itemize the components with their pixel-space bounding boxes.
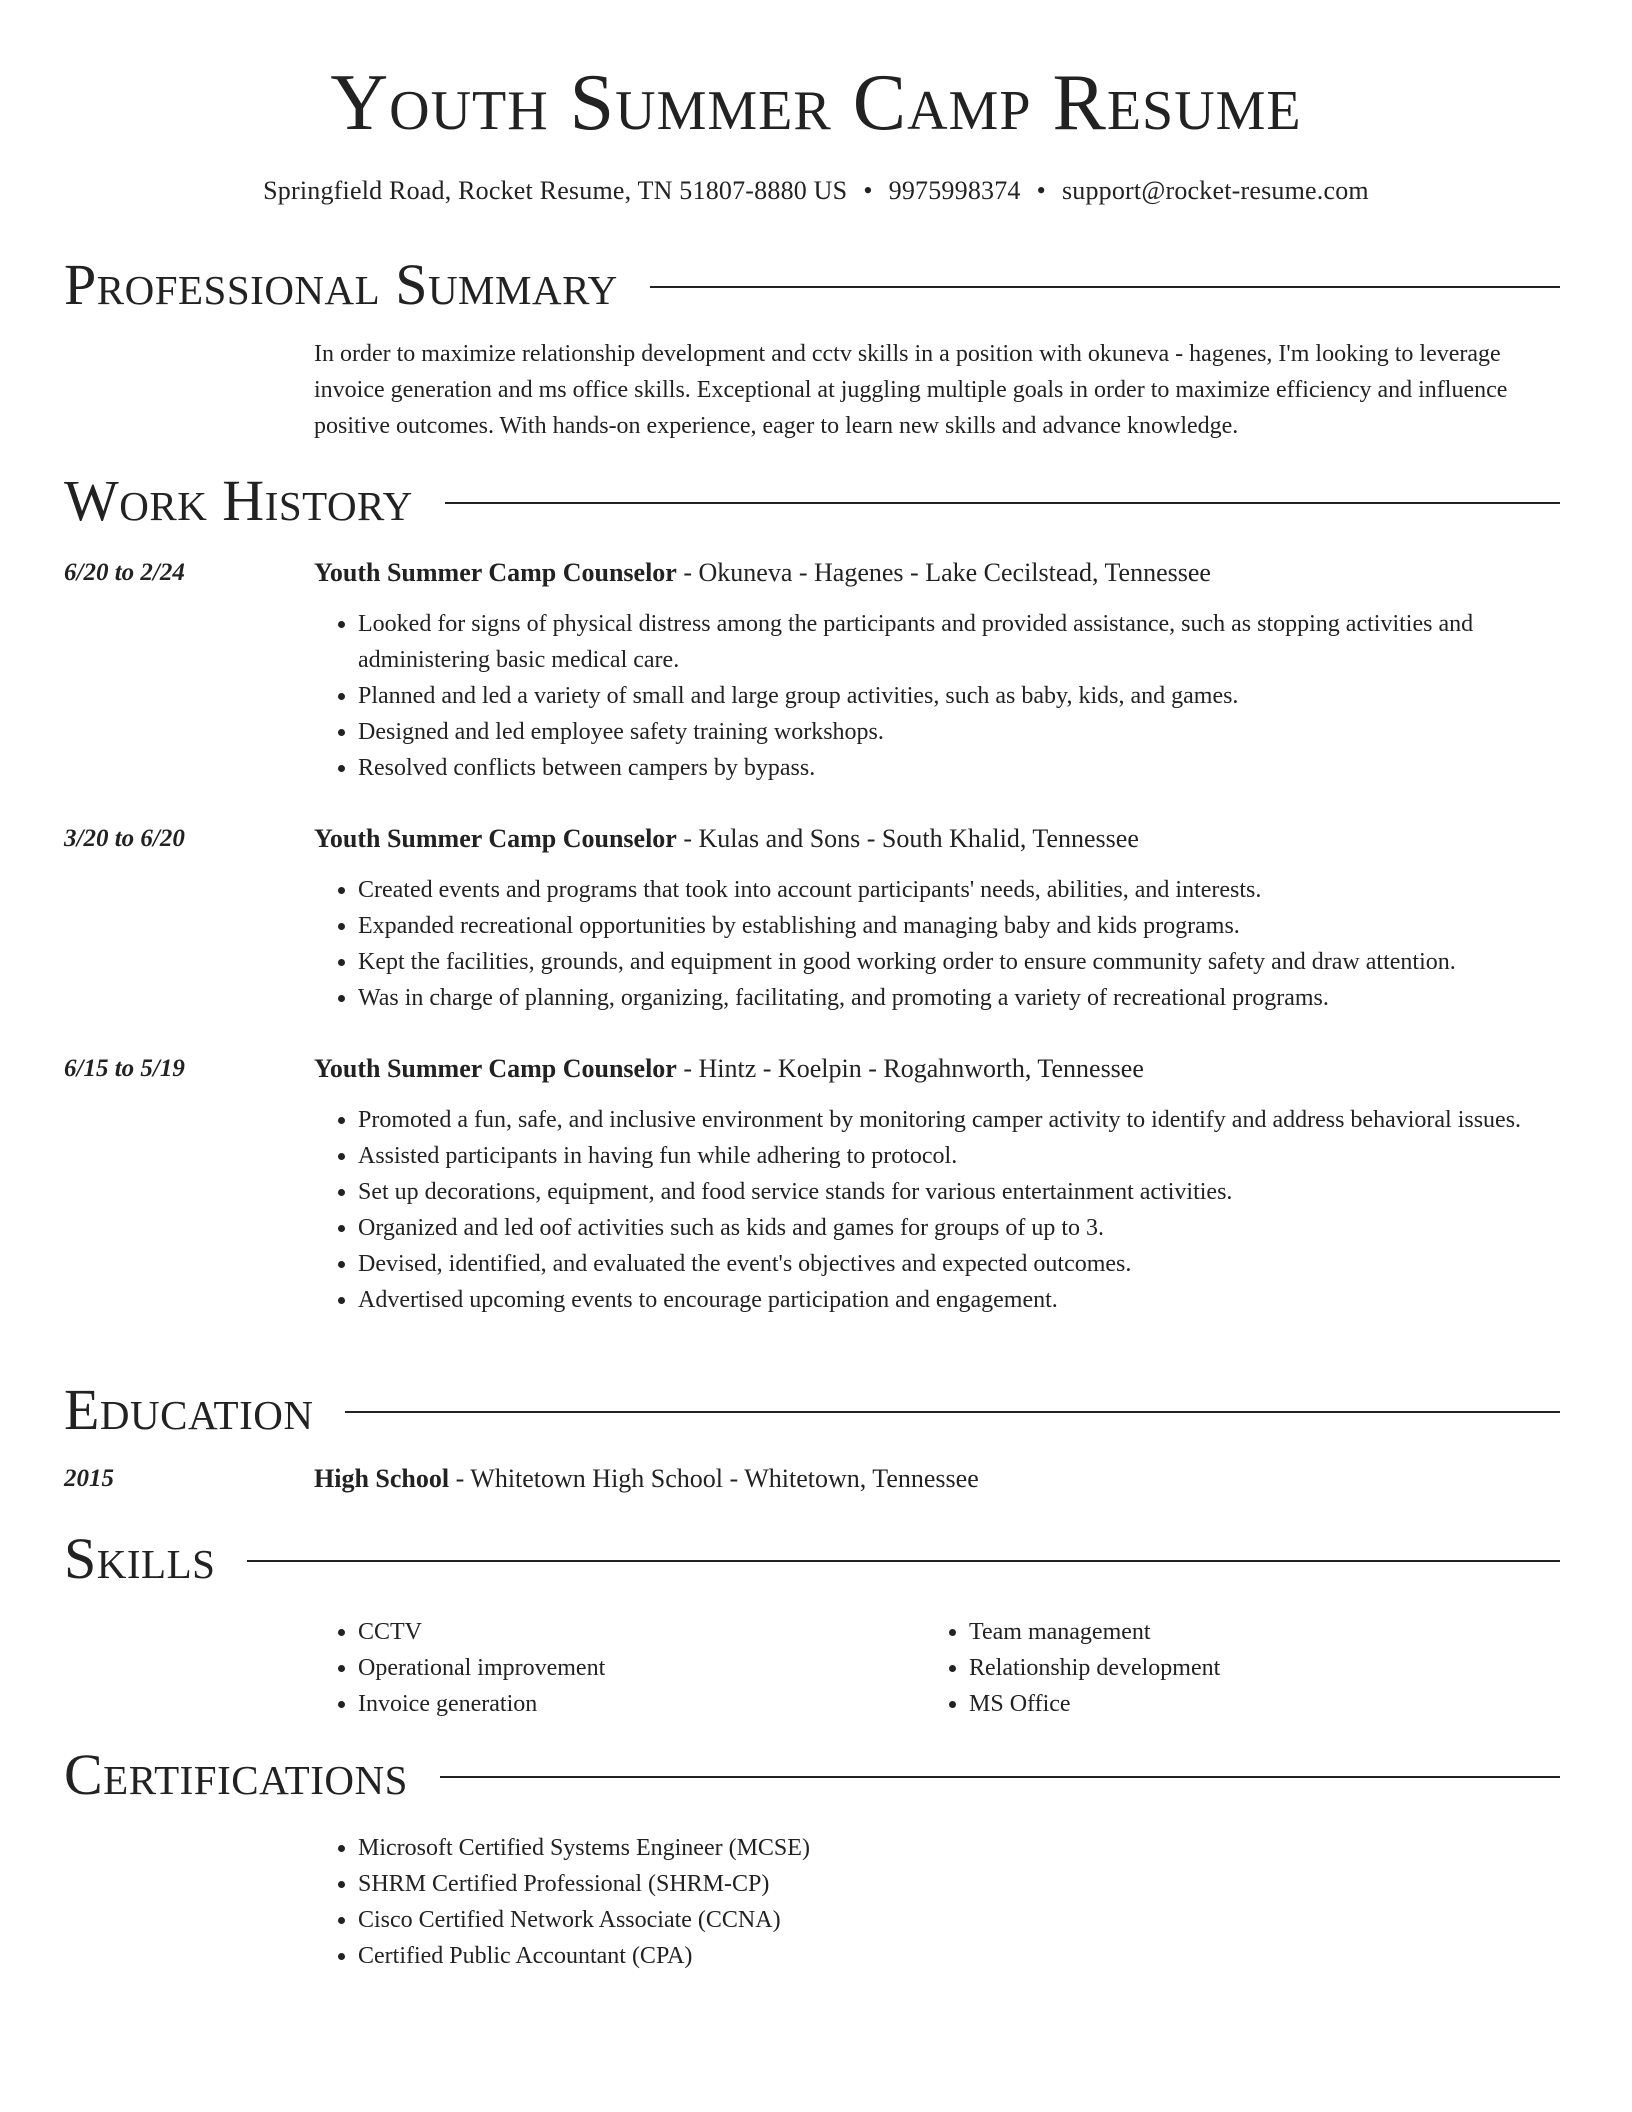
separator: • [863,176,873,205]
job-dates: 6/20 to 2/24 [64,559,185,586]
section-certifications [64,1740,1560,1810]
job-bullets [314,606,1608,786]
section-rule [247,1560,1560,1562]
address: Springfield Road, Rocket Resume, TN 51807-8880 US [263,176,848,205]
list-item: • Promoted a fun, safe, and inclusive environment by monitoring camper activity to identify and address behavioral issues. [358,1102,1608,1138]
skills-list-right [925,1614,1569,1722]
section-education [64,1375,1560,1445]
list-item: • Cisco Certified Network Associate (CCNA) [358,1902,1608,1938]
job-employer: - Kulas and Sons - South Khalid, Tennessee [676,824,1139,853]
section-rule [440,1776,1560,1778]
list-item: • Organized and led oof activities such as kids and games for groups of up to 3. [358,1210,1608,1246]
list-item: • Team management [969,1614,1569,1650]
job-title: Youth Summer Camp Counselor [314,558,677,587]
summary-text: In order to maximize relationship development and cctv skills in a position with okuneva - hagenes, I'm looking to leverage invoice generation and ms office skills. Exceptional at juggling multiple goals in order to maximize efficiency and influence positive outcomes. With hands-on experience, eager to learn new skills and advance knowledge. [314,341,1508,439]
list-item: • CCTV [358,1614,918,1650]
job-bullets [314,1102,1608,1318]
job-dates: 6/15 to 5/19 [64,1055,185,1082]
list-item: • Was in charge of planning, organizing, facilitating, and promoting a variety of recreational programs. [358,980,1608,1016]
job-bullets [314,872,1608,1016]
list-item: • Devised, identified, and evaluated the event's objectives and expected outcomes. [358,1246,1608,1282]
education-school: - Whitetown High School - Whitetown, Tennessee [449,1464,979,1493]
section-heading: Professional Summary [64,252,618,317]
section-heading: Education [64,1377,314,1442]
job-title: Youth Summer Camp Counselor [314,1054,677,1083]
list-item: • Relationship development [969,1650,1569,1686]
job-employer: - Hintz - Koelpin - Rogahnworth, Tennessee [676,1054,1144,1083]
list-item: • Designed and led employee safety training workshops. [358,714,1608,750]
section-rule [650,286,1560,288]
list-item: • Looked for signs of physical distress among the participants and provided assistance, such as stopping activities and administering basic medical care. [358,606,1608,678]
list-item: • Resolved conflicts between campers by bypass. [358,750,1608,786]
list-item: • Expanded recreational opportunities by establishing and managing baby and kids programs. [358,908,1608,944]
section-rule [345,1411,1560,1413]
list-item: • SHRM Certified Professional (SHRM-CP) [358,1866,1608,1902]
list-item: • Microsoft Certified Systems Engineer (MCSE) [358,1830,1608,1866]
resume-title: Youth Summer Camp Resume [330,59,1302,147]
section-heading: Certifications [64,1742,408,1807]
education-heading [314,1462,1564,1496]
job-dates: 3/20 to 6/20 [64,825,185,852]
list-item: • Invoice generation [358,1686,918,1722]
separator: • [1036,176,1046,205]
education-year: 2015 [64,1465,114,1492]
list-item: • Advertised upcoming events to encourage participation and engagement. [358,1282,1608,1318]
job-title: Youth Summer Camp Counselor [314,824,677,853]
skills-list-left [314,1614,918,1722]
section-work-history [64,466,1560,536]
list-item: • MS Office [969,1686,1569,1722]
list-item: • Set up decorations, equipment, and food service stands for various entertainment activities. [358,1174,1608,1210]
list-item: • Certified Public Accountant (CPA) [358,1938,1608,1974]
job-heading [314,556,1564,590]
section-heading: Skills [64,1526,216,1591]
list-item: • Created events and programs that took into account participants' needs, abilities, and interests. [358,872,1608,908]
job-heading [314,1052,1564,1086]
contact-line [0,174,1632,208]
education-degree: High School [314,1464,450,1493]
phone: 9975998374 [888,176,1021,205]
section-professional-summary [64,250,1560,320]
section-rule [445,502,1560,504]
certifications-list [314,1830,1608,1974]
list-item: • Assisted participants in having fun while adhering to protocol. [358,1138,1608,1174]
email: support@rocket-resume.com [1061,176,1369,205]
job-employer: - Okuneva - Hagenes - Lake Cecilstead, Tennessee [676,558,1211,587]
list-item: • Planned and led a variety of small and large group activities, such as baby, kids, and games. [358,678,1608,714]
section-heading: Work History [64,468,413,533]
list-item: • Operational improvement [358,1650,918,1686]
list-item: • Kept the facilities, grounds, and equipment in good working order to ensure community safety and draw attention. [358,944,1608,980]
section-skills [64,1524,1560,1594]
job-heading [314,822,1564,856]
